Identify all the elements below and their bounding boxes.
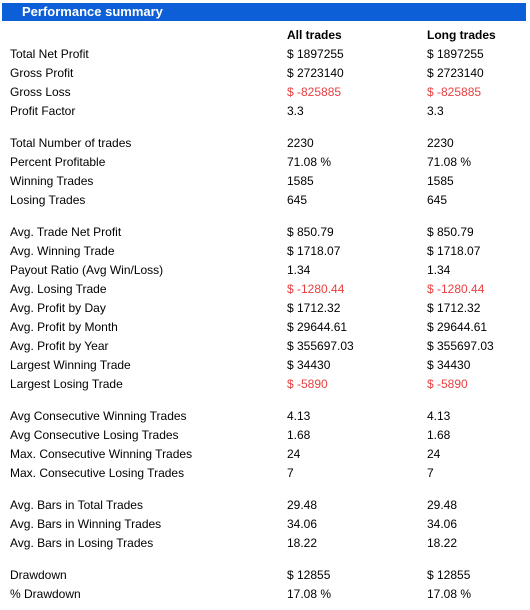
row-label: Avg. Profit by Year (10, 339, 109, 353)
all-trades-value: $ -825885 (287, 85, 342, 99)
all-trades-value: 7 (287, 466, 294, 480)
all-trades-value: $ 1897255 (287, 47, 344, 61)
row-label: Drawdown (10, 568, 67, 582)
all-trades-value: 1.68 (287, 428, 311, 442)
table-row (0, 102, 530, 121)
row-label: Avg. Losing Trade (10, 282, 107, 296)
all-trades-value: $ 1718.07 (287, 244, 341, 258)
all-trades-value: 2230 (287, 136, 314, 150)
long-trades-value: $ -1280.44 (427, 282, 485, 296)
long-trades-value: 29.48 (427, 498, 458, 512)
table-row (0, 515, 530, 534)
row-label: Avg. Bars in Winning Trades (10, 517, 162, 531)
table-row (0, 356, 530, 375)
all-trades-value: $ 850.79 (287, 225, 334, 239)
all-trades-value: $ 34430 (287, 358, 331, 372)
all-trades-value: $ -1280.44 (287, 282, 345, 296)
performance-summary-title: Performance summary (2, 3, 526, 21)
long-trades-value: $ 2723140 (427, 66, 484, 80)
all-trades-value: $ 29644.61 (287, 320, 348, 334)
row-label: Avg Consecutive Losing Trades (10, 428, 179, 442)
row-label: Avg. Trade Net Profit (10, 225, 122, 239)
row-label: Max. Consecutive Losing Trades (10, 466, 185, 480)
table-row (0, 83, 530, 102)
row-label: Avg. Bars in Total Trades (10, 498, 143, 512)
long-trades-value: $ 1718.07 (427, 244, 481, 258)
table-row (0, 566, 530, 585)
all-trades-value: 29.48 (287, 498, 318, 512)
long-trades-value: $ 355697.03 (427, 339, 494, 353)
all-trades-value: 34.06 (287, 517, 318, 531)
table-row (0, 191, 530, 210)
table-row (0, 45, 530, 64)
table-row (0, 534, 530, 553)
all-trades-value: 1585 (287, 174, 314, 188)
table-row (0, 134, 530, 153)
all-trades-value: 18.22 (287, 536, 318, 550)
long-trades-value: 4.13 (427, 409, 451, 423)
table-row (0, 172, 530, 191)
row-label: Gross Loss (10, 85, 71, 99)
long-trades-value: $ 1712.32 (427, 301, 481, 315)
table-row (0, 426, 530, 445)
long-trades-value: $ 850.79 (427, 225, 474, 239)
row-label: Total Number of trades (10, 136, 132, 150)
table-row (0, 261, 530, 280)
column-header-long-trades: Long trades (427, 28, 496, 42)
row-label: Profit Factor (10, 104, 76, 118)
all-trades-value: $ 1712.32 (287, 301, 341, 315)
row-label: Total Net Profit (10, 47, 89, 61)
table-row (0, 242, 530, 261)
row-label: Max. Consecutive Winning Trades (10, 447, 193, 461)
table-row (0, 445, 530, 464)
long-trades-value: 71.08 % (427, 155, 472, 169)
long-trades-value: $ 29644.61 (427, 320, 488, 334)
long-trades-value: 17.08 % (427, 587, 472, 601)
table-row (0, 64, 530, 83)
table-row (0, 585, 530, 604)
row-label: % Drawdown (10, 587, 81, 601)
long-trades-value: 3.3 (427, 104, 444, 118)
table-row (0, 464, 530, 483)
table-row (0, 337, 530, 356)
table-row (0, 299, 530, 318)
table-row (0, 375, 530, 394)
row-label: Payout Ratio (Avg Win/Loss) (10, 263, 164, 277)
all-trades-value: 71.08 % (287, 155, 332, 169)
all-trades-value: $ -5890 (287, 377, 328, 391)
long-trades-value: 7 (427, 466, 434, 480)
row-label: Gross Profit (10, 66, 74, 80)
long-trades-value: 18.22 (427, 536, 458, 550)
table-row (0, 280, 530, 299)
long-trades-value: 2230 (427, 136, 454, 150)
long-trades-value: $ -825885 (427, 85, 482, 99)
long-trades-value: $ 12855 (427, 568, 471, 582)
all-trades-value: $ 2723140 (287, 66, 344, 80)
long-trades-value: 34.06 (427, 517, 458, 531)
row-label: Avg. Bars in Losing Trades (10, 536, 154, 550)
long-trades-value: 1.34 (427, 263, 451, 277)
long-trades-value: $ -5890 (427, 377, 468, 391)
long-trades-value: 645 (427, 193, 448, 207)
table-row (0, 223, 530, 242)
column-header-all-trades: All trades (287, 28, 342, 42)
row-label: Avg Consecutive Winning Trades (10, 409, 187, 423)
all-trades-value: 1.34 (287, 263, 311, 277)
all-trades-value: 17.08 % (287, 587, 332, 601)
long-trades-value: 1585 (427, 174, 454, 188)
long-trades-value: $ 1897255 (427, 47, 484, 61)
row-label: Largest Winning Trade (10, 358, 131, 372)
table-row (0, 318, 530, 337)
row-label: Avg. Profit by Month (10, 320, 118, 334)
row-label: Winning Trades (10, 174, 94, 188)
row-label: Losing Trades (10, 193, 86, 207)
long-trades-value: 24 (427, 447, 441, 461)
all-trades-value: 645 (287, 193, 308, 207)
all-trades-value: $ 355697.03 (287, 339, 354, 353)
all-trades-value: 4.13 (287, 409, 311, 423)
long-trades-value: 1.68 (427, 428, 451, 442)
table-row (0, 153, 530, 172)
all-trades-value: $ 12855 (287, 568, 331, 582)
all-trades-value: 24 (287, 447, 301, 461)
long-trades-value: $ 34430 (427, 358, 471, 372)
row-label: Percent Profitable (10, 155, 106, 169)
table-row (0, 496, 530, 515)
row-label: Avg. Winning Trade (10, 244, 115, 258)
row-label: Avg. Profit by Day (10, 301, 106, 315)
row-label: Largest Losing Trade (10, 377, 123, 391)
all-trades-value: 3.3 (287, 104, 304, 118)
table-row (0, 407, 530, 426)
